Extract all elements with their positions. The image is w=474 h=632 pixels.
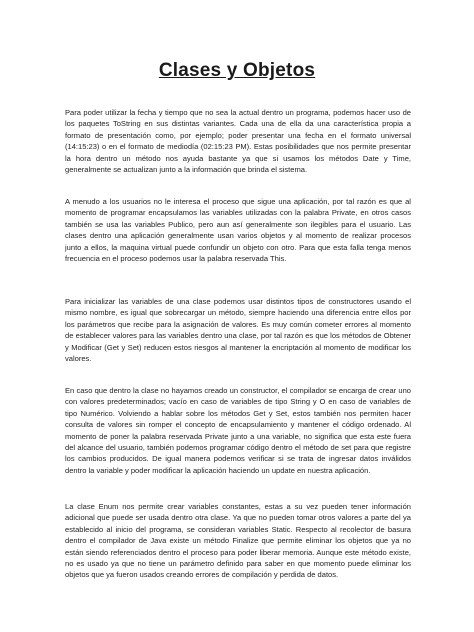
paragraph-constructors: Para inicializar las variables de una clase podemos usar distintos tipos de constructores usando el mismo nombre, es igual que sobrecargar un método, siempre haciendo una diferencia entre ellos por los parámetros que recibe para la asignación de valores. Es muy común cometer errores al momento de establecer valores para las variables dentro una clase, por tal razón es que los métodos de Obtener y Modificar (Get y Set) reducen estos riesgos al mantener la encriptación al momento de modificar los valores.	[65, 297, 411, 364]
paragraph-encapsulation: A menudo a los usuarios no le interesa el proceso que sigue una aplicación, por tal razón es que al momento de programar encapsulamos las variables utilizadas con la palabra Private, en otros casos también se usa las variables Publico, pero aun así generalmente son ilegibles para el usuario. Las clases dentro una aplicación generalmente usan varios objetos y al momento de realizar procesos junto a ellos, la maquina virtual puede confundir un objeto con otro. Para que esta falla tenga menos frecuencia en el proceso podemos usar la palabra reservada This.	[65, 197, 411, 264]
paragraph-get-set: En caso que dentro la clase no hayamos creado un constructor, el compilador se encarga de crear uno con valores predeterminados; vacío en caso de variables de tipo String y O en caso de variables de tipo Numérico. Volviendo a hablar sobre los métodos Get y Set, estos también nos permiten hacer consulta de valores sin romper el concepto de encapsulamiento y mantener el código ordenado. Al momento de poner la palabra reservada Private junto a una variable, no significa que esta este fuera del alcance del usuario, también podemos programar código dentro el método de set para que registre los cambios producidos. De igual manera podemos verificar si se trata de ingresar datos inválidos dentro la variable y poder modificar la aplicación haciendo un update en nuestra aplicación.	[65, 386, 411, 475]
paragraph-date-time: Para poder utilizar la fecha y tiempo que no sea la actual dentro un programa, podemos hacer uso de los paquetes ToString en sus distintas variantes. Cada una de ella da una característica propia a formato de presentación como, por ejemplo; poder presentar una fecha en el formato universal (14:15:23) o en el formato de mediodía (02:15:23 PM). Estas posibilidades que nos permite presentar la hora dentro un método nos ayuda bastante ya que si usamos los métodos Date y Time, generalmente se actualizan junto a la información que brinda el sistema.	[65, 108, 411, 175]
page-title: Clases y Objetos	[158, 60, 316, 81]
paragraph-enum-finalize: La clase Enum nos permite crear variables constantes, estas a su vez pueden tener información adicional que puede ser usada dentro otra clase. Ya que no pueden tomar otros valores a parte del ya establecido al inicio del programa, se consideran variables Static. Respecto al recolector de basura dentro el compilador de Java existe un método Finalize que permite eliminar los objetos que ya no están siendo referenciados dentro el proceso para poder liberar memoria. Aunque este método existe, no es usado ya que no tiene un parámetro definido para saber en que momento puede eliminar los objetos que ya fueron usados creando errores de compilación y perdida de datos.	[65, 502, 411, 580]
